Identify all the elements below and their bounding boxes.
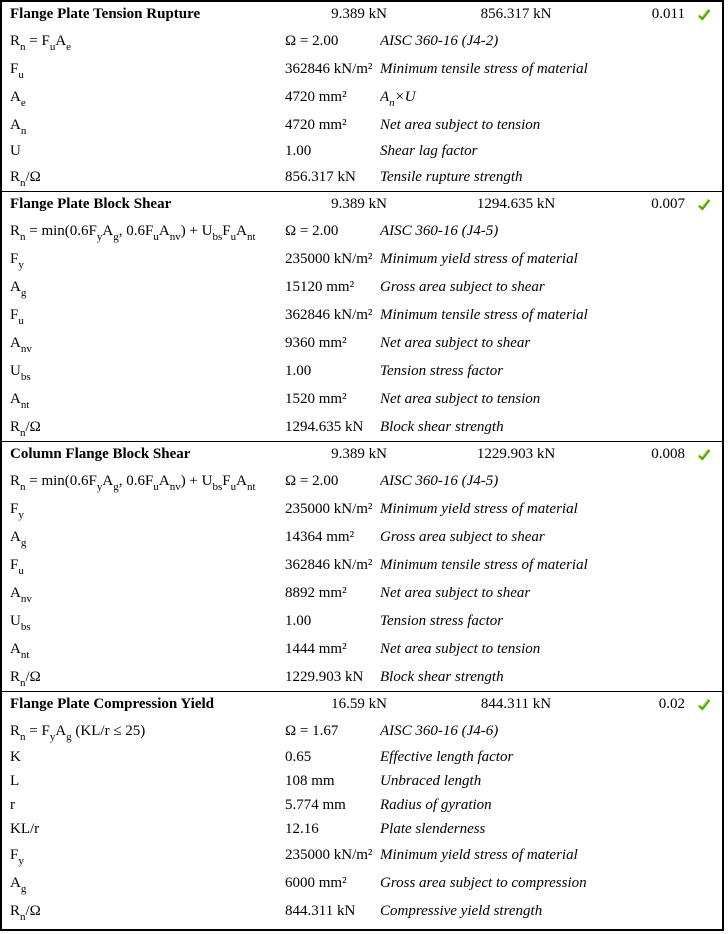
- parameter-symbol: L: [10, 772, 20, 789]
- parameter-row: [2, 245, 722, 273]
- parameter-description: Net area subject to shear: [380, 584, 531, 601]
- check-title: Flange Plate Compression Yield: [10, 696, 215, 712]
- parameter-value: 235000 kN/m²: [285, 846, 373, 863]
- parameter-row: [2, 769, 722, 793]
- parameter-row: [2, 83, 722, 111]
- parameter-row: [2, 841, 722, 869]
- parameter-symbol: $R_n/\Omega$: [10, 418, 41, 439]
- subscript: e: [20, 96, 26, 109]
- subscript: n: [20, 124, 27, 137]
- subscript: nv: [20, 592, 32, 605]
- parameter-value: 108 mm: [285, 772, 335, 789]
- parameter-value: 9360 mm²: [285, 334, 347, 351]
- capacity-value: 844.311 kN: [480, 696, 552, 712]
- check-header-row: [2, 2, 722, 27]
- parameter-symbol: $R_n/\Omega$: [10, 668, 41, 689]
- subscript: g: [113, 230, 119, 243]
- parameter-value: 362846 kN/m²: [285, 60, 373, 77]
- formula-expression: $R_n = \min(0.6F_yA_g$, $0.6F_uA_{nv}) + U_{bs}F_uA_{nt}$: [10, 222, 256, 243]
- demand-value: 9.389 kN: [331, 6, 387, 22]
- parameter-symbol: U: [10, 142, 21, 159]
- parameter-symbol: $A_n$: [10, 116, 27, 137]
- subscript: n: [20, 480, 26, 493]
- capacity-value: 856.317 kN: [480, 6, 552, 22]
- subscript: y: [18, 508, 24, 521]
- parameter-description: Gross area subject to compression: [380, 874, 587, 891]
- subscript: bs: [20, 370, 31, 383]
- parameter-value: Ω = 2.00: [285, 32, 339, 49]
- parameter-value: 1.00: [285, 142, 312, 159]
- parameter-description: Minimum tensile stress of material: [380, 556, 588, 573]
- parameter-row: [2, 793, 722, 817]
- status-cell: [685, 698, 722, 712]
- parameter-description: Minimum yield stress of material: [380, 846, 578, 863]
- subscript: nt: [20, 648, 30, 661]
- subscript: nt: [246, 480, 256, 493]
- parameter-symbol: K: [10, 748, 21, 765]
- status-cell: [685, 448, 722, 462]
- parameter-value: 14364 mm²: [285, 528, 355, 545]
- pass-check-icon: [696, 8, 711, 22]
- formula-row: [2, 27, 722, 55]
- code-reference: AISC 360-16 (J4-5): [380, 472, 499, 489]
- parameter-symbol: $F_u$: [10, 306, 24, 327]
- subscript: y: [18, 258, 24, 271]
- subscript: y: [96, 480, 103, 493]
- check-header-row: [2, 692, 722, 717]
- parameter-description: Radius of gyration: [380, 796, 492, 813]
- subscript: u: [230, 480, 237, 493]
- parameter-symbol: $A_g$: [10, 874, 27, 895]
- parameter-description: Gross area subject to shear: [380, 528, 545, 545]
- subscript: e: [66, 40, 72, 53]
- check-header-row: [2, 442, 722, 467]
- parameter-value: 1444 mm²: [285, 640, 347, 657]
- subscript: g: [113, 480, 119, 493]
- subscript: y: [49, 730, 56, 743]
- subscript: n: [20, 730, 26, 743]
- subscript: n: [20, 426, 26, 439]
- status-cell: [685, 8, 722, 22]
- subscript: n: [389, 96, 395, 106]
- subscript: bs: [212, 230, 223, 243]
- parameter-description: Minimum yield stress of material: [380, 250, 578, 267]
- parameter-description: Minimum tensile stress of material: [380, 60, 588, 77]
- parameter-description: Net area subject to tension: [380, 390, 541, 407]
- utilization-ratio: 0.02: [658, 696, 685, 712]
- subscript: y: [96, 230, 103, 243]
- parameter-description: Plate slenderness: [380, 820, 486, 837]
- parameter-symbol: KL/r: [10, 820, 40, 837]
- parameter-symbol: $F_u$: [10, 556, 24, 577]
- parameter-value: 362846 kN/m²: [285, 306, 373, 323]
- parameter-description: Net area subject to tension: [380, 640, 541, 657]
- subscript: u: [153, 230, 159, 243]
- parameter-description: Net area subject to shear: [380, 334, 531, 351]
- parameter-value: 5.774 mm: [285, 796, 346, 813]
- formula-row: [2, 217, 722, 245]
- check-section: [2, 691, 722, 925]
- pass-check-icon: [696, 198, 711, 212]
- parameter-symbol: $A_g$: [10, 528, 27, 549]
- parameter-description: Block shear strength: [380, 668, 504, 685]
- parameter-value: 1294.635 kN: [285, 418, 364, 435]
- subscript: bs: [212, 480, 223, 493]
- parameter-value: 1520 mm²: [285, 390, 347, 407]
- parameter-row: [2, 663, 722, 691]
- parameter-description: Shear lag factor: [380, 142, 478, 159]
- demand-value: 9.389 kN: [331, 196, 387, 212]
- parameter-description: Compressive yield strength: [380, 902, 543, 919]
- parameter-description: Minimum tensile stress of material: [380, 306, 588, 323]
- subscript: n: [20, 230, 26, 243]
- check-section: [2, 2, 722, 191]
- parameter-row: [2, 523, 722, 551]
- parameter-row: [2, 897, 722, 925]
- parameter-row: [2, 139, 722, 163]
- parameter-value: 15120 mm²: [285, 278, 355, 295]
- subscript: g: [20, 286, 27, 299]
- parameter-symbol: $R_n/\Omega$: [10, 168, 41, 189]
- capacity-value: 1294.635 kN: [476, 196, 556, 212]
- parameter-symbol: $F_y$: [10, 846, 24, 867]
- pass-check-icon: [696, 698, 711, 712]
- subscript: u: [18, 314, 24, 327]
- parameter-description: Effective length factor: [380, 748, 514, 765]
- parameter-row: [2, 163, 722, 191]
- pass-check-icon: [696, 448, 711, 462]
- formula-row: [2, 467, 722, 495]
- parameter-description: Gross area subject to shear: [380, 278, 545, 295]
- parameter-symbol: $A_{nt}$: [10, 640, 30, 661]
- parameter-value: 235000 kN/m²: [285, 500, 373, 517]
- parameter-symbol: $U_{bs}$: [10, 362, 31, 383]
- parameter-row: [2, 357, 722, 385]
- parameter-symbol: $F_y$: [10, 250, 24, 271]
- subscript: n: [20, 40, 26, 53]
- parameter-row: [2, 273, 722, 301]
- parameter-description: Tensile rupture strength: [380, 168, 523, 185]
- parameter-value: 12.16: [285, 820, 319, 837]
- parameter-symbol: $A_{nt}$: [10, 390, 30, 411]
- formula-expression: $R_n = \min(0.6F_yA_g$, $0.6F_uA_{nv}) + U_{bs}F_uA_{nt}$: [10, 472, 256, 493]
- parameter-value: 6000 mm²: [285, 874, 347, 891]
- parameter-symbol: $U_{bs}$: [10, 612, 31, 633]
- formula-row: [2, 717, 722, 745]
- subscript: g: [20, 882, 27, 895]
- subscript: n: [20, 176, 26, 189]
- subscript: y: [18, 854, 24, 867]
- subscript: u: [18, 68, 24, 81]
- parameter-symbol: $A_g$: [10, 278, 27, 299]
- subscript: u: [230, 230, 237, 243]
- parameter-symbol: r: [10, 796, 15, 813]
- parameter-row: [2, 413, 722, 441]
- parameter-value: 1.00: [285, 612, 312, 629]
- subscript: nv: [169, 480, 181, 493]
- parameter-description: Tension stress factor: [380, 612, 504, 629]
- parameter-value: 0.65: [285, 748, 312, 765]
- parameter-value: Ω = 1.67: [285, 722, 339, 739]
- check-header-row: [2, 192, 722, 217]
- parameter-symbol: $F_y$: [10, 500, 24, 521]
- subscript: bs: [20, 620, 31, 633]
- check-title: Flange Plate Block Shear: [10, 196, 172, 212]
- parameter-value: Ω = 2.00: [285, 222, 339, 239]
- parameter-symbol: $A_{nv}$: [10, 334, 32, 355]
- status-cell: [685, 198, 722, 212]
- parameter-row: [2, 329, 722, 357]
- parameter-value: 1229.903 kN: [285, 668, 364, 685]
- parameter-value: 235000 kN/m²: [285, 250, 373, 267]
- parameter-description: Net area subject to tension: [380, 116, 541, 133]
- parameter-row: [2, 607, 722, 635]
- parameter-value: 8892 mm²: [285, 584, 347, 601]
- utilization-ratio: 0.007: [651, 196, 685, 212]
- parameter-row: [2, 55, 722, 83]
- code-reference: AISC 360-16 (J4-6): [380, 722, 499, 739]
- subscript: nt: [246, 230, 256, 243]
- parameter-symbol: $A_{nv}$: [10, 584, 32, 605]
- parameter-value: 856.317 kN: [285, 168, 356, 185]
- parameter-row: [2, 301, 722, 329]
- check-section: [2, 441, 722, 691]
- parameter-value: 362846 kN/m²: [285, 556, 373, 573]
- formula-expression: $R_n = F_uA_e$: [10, 32, 72, 53]
- parameter-row: [2, 817, 722, 841]
- subscript: nt: [20, 398, 30, 411]
- subscript: u: [49, 40, 56, 53]
- parameter-row: [2, 869, 722, 897]
- subscript: g: [66, 730, 72, 743]
- subscript: nv: [20, 342, 32, 355]
- check-title: Flange Plate Tension Rupture: [10, 6, 201, 22]
- parameter-row: [2, 385, 722, 413]
- parameter-description: Minimum yield stress of material: [380, 500, 578, 517]
- parameter-symbol: $A_e$: [10, 88, 26, 109]
- subscript: u: [18, 564, 24, 577]
- check-section: [2, 191, 722, 441]
- subscript: nv: [169, 230, 181, 243]
- parameter-row: [2, 635, 722, 663]
- parameter-symbol: $R_n/\Omega$: [10, 902, 41, 923]
- utilization-ratio: 0.011: [651, 6, 685, 22]
- demand-value: 9.389 kN: [331, 446, 387, 462]
- code-reference: AISC 360-16 (J4-5): [380, 222, 499, 239]
- parameter-row: [2, 551, 722, 579]
- parameter-description: Block shear strength: [380, 418, 504, 435]
- parameter-value: 844.311 kN: [285, 902, 356, 919]
- subscript: u: [153, 480, 159, 493]
- parameter-description: Tension stress factor: [380, 362, 504, 379]
- parameter-value: 1.00: [285, 362, 312, 379]
- code-reference: AISC 360-16 (J4-2): [380, 32, 499, 49]
- check-title: Column Flange Block Shear: [10, 446, 191, 462]
- parameter-description: Unbraced length: [380, 772, 482, 789]
- capacity-value: 1229.903 kN: [476, 446, 556, 462]
- subscript: n: [20, 676, 26, 689]
- parameter-symbol: $F_u$: [10, 60, 24, 81]
- parameter-value: 4720 mm²: [285, 116, 347, 133]
- parameter-value: 4720 mm²: [285, 88, 347, 105]
- subscript: n: [20, 910, 26, 923]
- parameter-row: [2, 579, 722, 607]
- parameter-description: $A_n\times U$: [380, 89, 722, 106]
- parameter-row: [2, 745, 722, 769]
- subscript: g: [20, 536, 27, 549]
- demand-value: 16.59 kN: [331, 696, 387, 712]
- parameter-row: [2, 111, 722, 139]
- parameter-value: Ω = 2.00: [285, 472, 339, 489]
- utilization-ratio: 0.008: [651, 446, 685, 462]
- formula-expression: $R_n = F_yA_g$ (KL/r ≤ 25): [10, 722, 146, 743]
- parameter-row: [2, 495, 722, 523]
